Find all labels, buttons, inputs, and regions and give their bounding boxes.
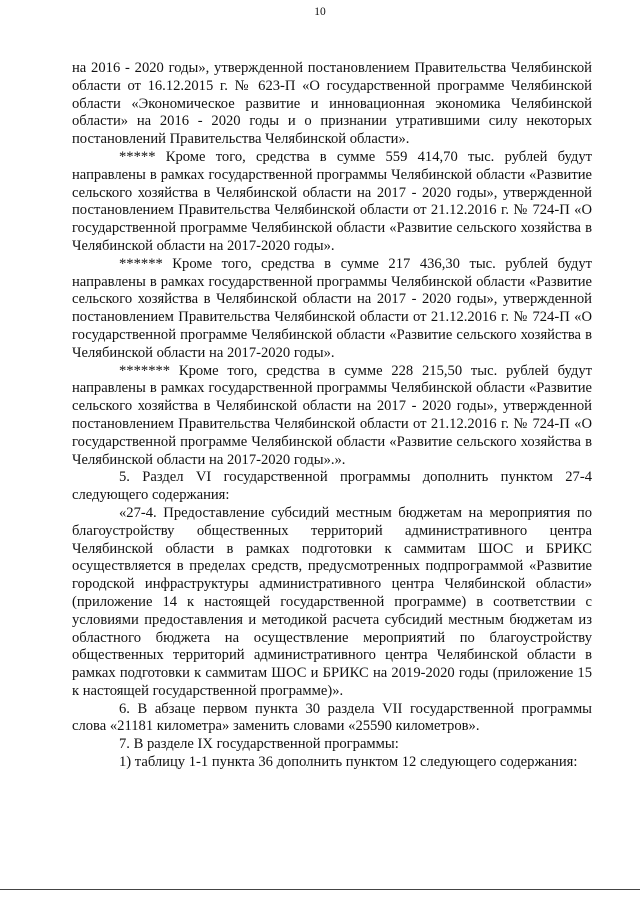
document-body bbox=[72, 60, 592, 772]
paragraph-subitem-1: 1) таблицу 1-1 пункта 36 дополнить пунктом 12 следующего содержания: bbox=[119, 754, 578, 771]
paragraph-continuation: на 2016 - 2020 годы», утвержденной постановлением Правительства Челябинской области от 16.12.2015 г. № 623-П «О государственной программе Челябинской области «Экономическое развитие и инновационная экономика Челябинской области» на 2016 - 2020 годы и о признании утратившими силу некоторых постановлений Правительства Челябинской области». bbox=[72, 60, 592, 148]
footnote-7-stars: ******* Кроме того, средства в сумме 228 215,50 тыс. рублей будут направлены в рамках государственной программы Челябинской области «Развитие сельского хозяйства в Челябинской области на 2017 - 2020 годы», утвержденной постановлением Правительства Челябинской области от 21.12.2016 г. № 724-П «О государственной программе Челябинской области «Развитие сельского хозяйства в Челябинской области на 2017-2020 годы».». bbox=[72, 362, 592, 468]
page-number: 10 bbox=[314, 6, 326, 18]
footnote-6-stars: ****** Кроме того, средства в сумме 217 436,30 тыс. рублей будут направлены в рамках государственной программы Челябинской области «Развитие сельского хозяйства в Челябинской области на 2017 - 2020 годы», утвержденной постановлением Правительства Челябинской области от 21.12.2016 г. № 724-П «О государственной программе Челябинской области «Развитие сельского хозяйства в Челябинской области на 2017-2020 годы». bbox=[72, 255, 592, 361]
paragraph-item-5: 5. Раздел VI государственной программы дополнить пунктом 27-4 следующего содержания: bbox=[72, 469, 592, 504]
page-bottom-rule bbox=[0, 889, 640, 890]
footnote-5-stars: ***** Кроме того, средства в сумме 559 414,70 тыс. рублей будут направлены в рамках государственной программы Челябинской области «Развитие сельского хозяйства в Челябинской области на 2017 - 2020 годы», утвержденной постановлением Правительства Челябинской области от 21.12.2016 г. № 724-П «О государственной программе Челябинской области «Развитие сельского хозяйства в Челябинской области на 2017-2020 годы». bbox=[72, 148, 592, 254]
paragraph-item-27-4: «27-4. Предоставление субсидий местным бюджетам на мероприятия по благоустройству общественных территорий административного центра Челябинской области в рамках подготовки к саммитам ШОС и БРИКС осуществляется в пределах средств, предусмотренных подпрограммой «Развитие городской инфраструктуры административного центра Челябинской области» (приложение 14 к настоящей государственной программе) в соответствии с условиями предоставления и методикой расчета субсидий местным бюджетам из областного бюджета на осуществление мероприятий по благоустройству общественных территорий административного центра Челябинской области в рамках подготовки к саммитам ШОС и БРИКС на 2019-2020 годы (приложение 15 к настоящей государственной программе)». bbox=[72, 504, 592, 699]
paragraph-item-6: 6. В абзаце первом пункта 30 раздела VII государственной программы слова «21181 километра» заменить словами «25590 километров». bbox=[72, 700, 592, 735]
paragraph-item-7: 7. В разделе IX государственной программы: bbox=[119, 736, 399, 753]
